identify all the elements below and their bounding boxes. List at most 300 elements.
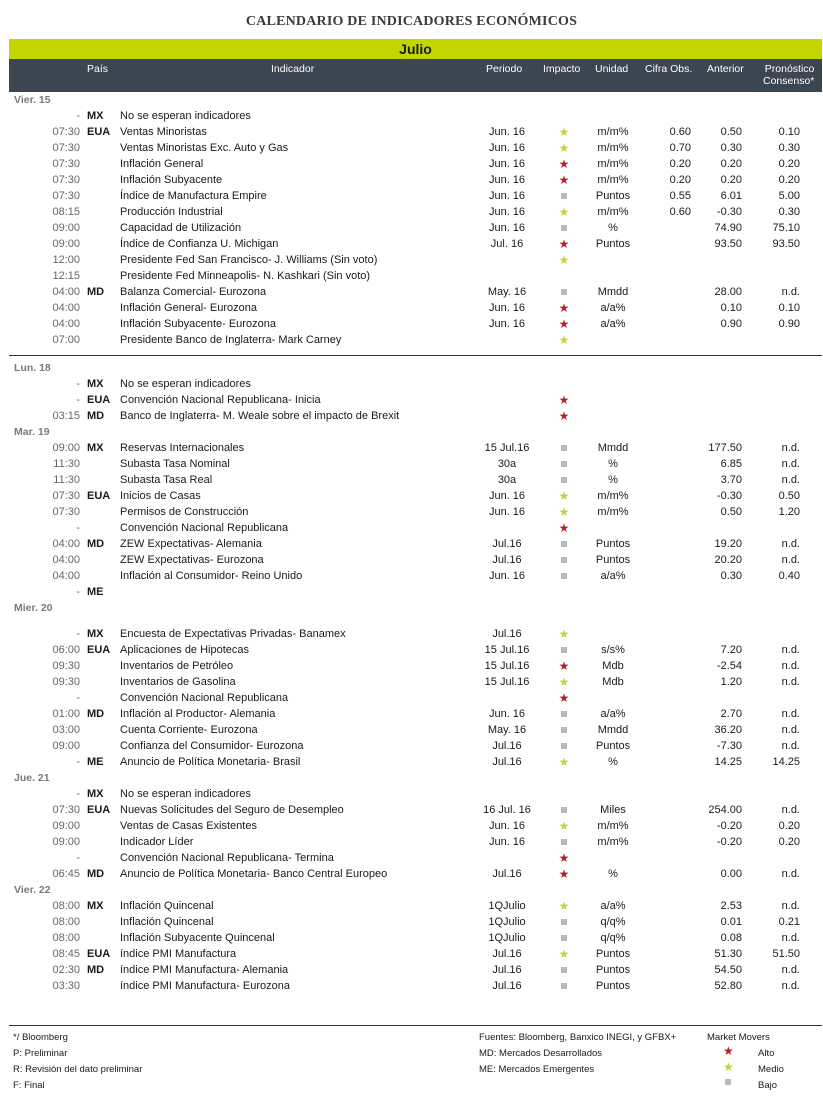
footer-md: MD: Mercados Desarrollados: [479, 1048, 603, 1059]
forecast-cell: 0.20: [778, 158, 800, 170]
unit-cell: Mmdd: [597, 442, 629, 454]
star-icon-alto: ★: [558, 301, 570, 315]
indicator-cell: Presidente Fed Minneapolis- N. Kashkari (Sin voto): [120, 270, 371, 282]
square-icon-bajo: [725, 1079, 731, 1085]
forecast-cell: 0.20: [778, 174, 800, 186]
table-row: [9, 626, 822, 642]
time-cell: 07:30: [52, 174, 80, 186]
period-cell: 15 Jul.16: [484, 676, 530, 688]
month-banner: Julio: [9, 39, 822, 59]
table-row: [9, 472, 822, 488]
unit-cell: Mmdd: [597, 724, 629, 736]
square-icon-bajo: [549, 707, 579, 721]
table-row: [9, 946, 822, 962]
previous-cell: 28.00: [714, 286, 742, 298]
time-cell: 12:00: [52, 254, 80, 266]
unit-cell: s/s%: [601, 644, 625, 656]
forecast-cell: 0.50: [778, 490, 800, 502]
previous-cell: 0.00: [720, 868, 742, 880]
header-pronostico: [763, 63, 814, 87]
indicator-cell: Inventarios de Petróleo: [120, 660, 234, 672]
footer-me: ME: Mercados Emergentes: [479, 1064, 595, 1075]
footer-sources: Fuentes: Bloomberg, Banxico INEGI, y GFBX+: [479, 1032, 677, 1043]
square-icon-bajo: [549, 221, 579, 235]
indicator-cell: Aplicaciones de Hipotecas: [120, 644, 250, 656]
star-icon-alto: ★: [558, 851, 570, 865]
time-cell: 04:00: [52, 570, 80, 582]
indicator-cell: Encuesta de Expectativas Privadas- Banamex: [120, 628, 346, 640]
time-cell: 07:30: [52, 158, 80, 170]
period-cell: Jun. 16: [488, 222, 526, 234]
table-row: [9, 642, 822, 658]
indicator-cell: Anuncio de Política Monetaria- Banco Central Europeo: [120, 868, 388, 880]
period-cell: Jun. 16: [488, 318, 526, 330]
unit-cell: m/m%: [597, 126, 629, 138]
previous-cell: 54.50: [714, 964, 742, 976]
header-pronostico-line2: Consenso*: [763, 75, 815, 87]
star-icon-medio: ★: [558, 333, 570, 347]
star-icon-medio: ★: [558, 627, 570, 641]
unit-cell: m/m%: [597, 142, 629, 154]
forecast-cell: 14.25: [772, 756, 800, 768]
period-cell: Jul.16: [492, 868, 522, 880]
time-cell: -: [76, 586, 80, 598]
country-cell: MD: [87, 964, 105, 976]
indicator-cell: Índice de Manufactura Empire: [120, 190, 267, 202]
unit-cell: m/m%: [597, 836, 629, 848]
time-cell: -: [76, 394, 80, 406]
star-icon-alto: ★: [558, 521, 570, 535]
country-cell: MX: [87, 788, 104, 800]
square-icon-bajo: [549, 285, 579, 299]
indicator-cell: No se esperan indicadores: [120, 110, 251, 122]
forecast-cell: 0.21: [778, 916, 800, 928]
time-cell: 04:00: [52, 318, 80, 330]
previous-cell: 36.20: [714, 724, 742, 736]
table-row: [9, 568, 822, 584]
time-cell: -: [76, 628, 80, 640]
unit-cell: a/a%: [600, 708, 626, 720]
unit-cell: a/a%: [600, 570, 626, 582]
indicator-cell: Convención Nacional Republicana- Termina: [120, 852, 334, 864]
unit-cell: %: [608, 222, 618, 234]
forecast-cell: 0.10: [778, 302, 800, 314]
indicator-cell: Subasta Tasa Nominal: [120, 458, 230, 470]
time-cell: 07:00: [52, 334, 80, 346]
table-row: [9, 866, 822, 882]
forecast-cell: 1.20: [778, 506, 800, 518]
table-row: [9, 392, 822, 408]
day-label: Lun. 18: [14, 362, 51, 374]
table-row: [9, 834, 822, 850]
day-header: [9, 360, 822, 376]
indicator-cell: Inflación Subyacente- Eurozona: [120, 318, 276, 330]
indicator-cell: Indicador Líder: [120, 836, 194, 848]
forecast-cell: n.d.: [781, 932, 800, 944]
period-cell: Jul.16: [492, 964, 522, 976]
previous-cell: 93.50: [714, 238, 742, 250]
indicator-cell: Anuncio de Política Monetaria- Brasil: [120, 756, 301, 768]
period-cell: 16 Jul. 16: [483, 804, 531, 816]
legend-title: Market Movers: [707, 1032, 770, 1043]
square-icon-bajo: [549, 915, 579, 929]
previous-cell: -0.30: [716, 206, 742, 218]
table-row: [9, 738, 822, 754]
table-row: [9, 818, 822, 834]
period-cell: 30a: [497, 458, 517, 470]
time-cell: 07:30: [52, 506, 80, 518]
period-cell: Jun. 16: [488, 158, 526, 170]
indicator-cell: índice PMI Manufactura- Eurozona: [120, 980, 290, 992]
time-cell: 03:15: [52, 410, 80, 422]
period-cell: Jun. 16: [488, 570, 526, 582]
table-row: [9, 332, 822, 348]
star-icon-medio: ★: [558, 675, 570, 689]
time-cell: 09:00: [52, 740, 80, 752]
indicator-cell: Producción Industrial: [120, 206, 223, 218]
time-cell: 11:30: [53, 474, 80, 486]
indicator-cell: Ventas de Casas Existentes: [120, 820, 257, 832]
unit-cell: Miles: [600, 804, 626, 816]
unit-cell: a/a%: [600, 318, 626, 330]
indicator-cell: índice PMI Manufactura- Alemania: [120, 964, 289, 976]
country-cell: EUA: [87, 394, 111, 406]
forecast-cell: 0.20: [778, 836, 800, 848]
forecast-cell: n.d.: [781, 980, 800, 992]
footer-note: */ Bloomberg: [13, 1032, 68, 1043]
forecast-cell: n.d.: [781, 900, 800, 912]
forecast-cell: 5.00: [778, 190, 800, 202]
country-cell: EUA: [87, 644, 111, 656]
previous-cell: 0.01: [720, 916, 742, 928]
legend-alto: Alto: [758, 1048, 775, 1059]
star-icon-medio: ★: [558, 205, 570, 219]
observed-cell: 0.60: [669, 206, 691, 218]
period-cell: 1QJulio: [488, 916, 526, 928]
table-row: [9, 754, 822, 770]
square-icon-bajo: [549, 739, 579, 753]
forecast-cell: n.d.: [781, 286, 800, 298]
indicator-cell: índice PMI Manufactura: [120, 948, 237, 960]
time-cell: 09:30: [52, 676, 80, 688]
table-row: [9, 962, 822, 978]
table-row: [9, 268, 822, 284]
star-icon-medio: ★: [558, 505, 570, 519]
indicator-cell: Convención Nacional Republicana: [120, 522, 289, 534]
indicator-cell: Cuenta Corriente- Eurozona: [120, 724, 258, 736]
time-cell: 09:00: [52, 222, 80, 234]
time-cell: 09:30: [52, 660, 80, 672]
unit-cell: Puntos: [595, 238, 631, 250]
forecast-cell: n.d.: [781, 554, 800, 566]
day-header: [9, 424, 822, 440]
indicator-cell: Permisos de Construcción: [120, 506, 249, 518]
square-icon-bajo: [549, 803, 579, 817]
previous-cell: 0.08: [720, 932, 742, 944]
table-row: [9, 802, 822, 818]
indicator-cell: Capacidad de Utilización: [120, 222, 242, 234]
previous-cell: 74.90: [714, 222, 742, 234]
unit-cell: m/m%: [597, 174, 629, 186]
period-cell: May. 16: [487, 286, 527, 298]
previous-cell: 2.53: [720, 900, 742, 912]
period-cell: Jul. 16: [490, 238, 524, 250]
country-cell: ME: [87, 756, 104, 768]
star-icon-medio: ★: [723, 1060, 734, 1074]
table-row: [9, 140, 822, 156]
forecast-cell: n.d.: [781, 964, 800, 976]
time-cell: -: [76, 756, 80, 768]
table-row: [9, 552, 822, 568]
previous-cell: 177.50: [708, 442, 742, 454]
period-cell: Jun. 16: [488, 506, 526, 518]
indicator-cell: Convención Nacional Republicana- Inicia: [120, 394, 321, 406]
previous-cell: 14.25: [714, 756, 742, 768]
day-label: Jue. 21: [14, 772, 50, 784]
country-cell: MD: [87, 708, 105, 720]
square-icon-bajo: [549, 457, 579, 471]
indicator-cell: No se esperan indicadores: [120, 788, 251, 800]
unit-cell: a/a%: [600, 900, 626, 912]
star-icon-medio: ★: [558, 253, 570, 267]
period-cell: Jun. 16: [488, 302, 526, 314]
time-cell: 07:30: [52, 190, 80, 202]
unit-cell: m/m%: [597, 206, 629, 218]
time-cell: -: [76, 788, 80, 800]
table-row: [9, 504, 822, 520]
header-pronostico-line1: Pronóstico: [764, 63, 815, 75]
table-row: [9, 172, 822, 188]
table-row: [9, 220, 822, 236]
table-row: [9, 408, 822, 424]
header-cifra-obs: Cifra Obs.: [645, 63, 693, 75]
indicator-cell: ZEW Expectativas- Eurozona: [120, 554, 264, 566]
table-row: [9, 300, 822, 316]
period-cell: Jul.16: [492, 538, 522, 550]
unit-cell: Puntos: [595, 980, 631, 992]
star-icon-alto: ★: [558, 691, 570, 705]
square-icon-bajo: [549, 835, 579, 849]
period-cell: 1QJulio: [488, 900, 526, 912]
table-row: [9, 930, 822, 946]
day-label: Vier. 22: [14, 884, 51, 896]
time-cell: 09:00: [52, 442, 80, 454]
table-row: [9, 584, 822, 600]
previous-cell: 0.50: [720, 506, 742, 518]
indicator-cell: Inicios de Casas: [120, 490, 201, 502]
time-cell: 04:00: [52, 286, 80, 298]
previous-cell: -7.30: [716, 740, 742, 752]
country-cell: EUA: [87, 948, 111, 960]
unit-cell: Mmdd: [597, 286, 629, 298]
footer: [9, 1025, 822, 1091]
star-icon-medio: ★: [558, 899, 570, 913]
unit-cell: m/m%: [597, 820, 629, 832]
previous-cell: 52.80: [714, 980, 742, 992]
time-cell: -: [76, 378, 80, 390]
unit-cell: %: [608, 474, 618, 486]
unit-cell: %: [608, 756, 618, 768]
time-cell: 07:30: [52, 142, 80, 154]
footer-note: R: Revisión del dato preliminar: [13, 1064, 143, 1075]
time-cell: 04:00: [52, 302, 80, 314]
observed-cell: 0.55: [669, 190, 691, 202]
forecast-cell: n.d.: [781, 442, 800, 454]
forecast-cell: 0.10: [778, 126, 800, 138]
header-impacto: Impacto: [543, 63, 581, 75]
forecast-cell: 0.90: [778, 318, 800, 330]
country-cell: EUA: [87, 804, 111, 816]
indicator-cell: Inventarios de Gasolina: [120, 676, 236, 688]
square-icon-bajo: [549, 441, 579, 455]
indicator-cell: Inflación Subyacente Quincenal: [120, 932, 275, 944]
legend-medio: Medio: [758, 1064, 784, 1075]
forecast-cell: 75.10: [772, 222, 800, 234]
previous-cell: -0.20: [716, 820, 742, 832]
forecast-cell: n.d.: [781, 740, 800, 752]
indicator-cell: Convención Nacional Republicana: [120, 692, 289, 704]
unit-cell: Puntos: [595, 740, 631, 752]
table-row: [9, 108, 822, 124]
time-cell: 08:45: [52, 948, 80, 960]
unit-cell: m/m%: [597, 158, 629, 170]
table-row: [9, 204, 822, 220]
time-cell: -: [76, 110, 80, 122]
indicator-cell: Subasta Tasa Real: [120, 474, 213, 486]
unit-cell: Puntos: [595, 190, 631, 202]
indicator-cell: Ventas Minoristas Exc. Auto y Gas: [120, 142, 289, 154]
square-icon-bajo: [549, 931, 579, 945]
observed-cell: 0.20: [669, 158, 691, 170]
time-cell: 06:00: [52, 644, 80, 656]
square-icon-bajo: [549, 537, 579, 551]
footer-note: P: Preliminar: [13, 1048, 68, 1059]
star-icon-alto: ★: [558, 409, 570, 423]
table-row: [9, 706, 822, 722]
legend-bajo: Bajo: [758, 1080, 778, 1091]
time-cell: 03:00: [52, 724, 80, 736]
section-divider: [9, 348, 822, 360]
previous-cell: 0.20: [720, 158, 742, 170]
table-row: [9, 376, 822, 392]
period-cell: Jul.16: [492, 980, 522, 992]
unit-cell: %: [608, 868, 618, 880]
previous-cell: 6.01: [720, 190, 742, 202]
indicator-cell: No se esperan indicadores: [120, 378, 251, 390]
table-row: [9, 316, 822, 332]
previous-cell: 254.00: [708, 804, 742, 816]
previous-cell: -0.20: [716, 836, 742, 848]
previous-cell: 3.70: [720, 474, 742, 486]
table-row: [9, 850, 822, 866]
period-cell: Jul.16: [492, 756, 522, 768]
star-icon-alto: ★: [558, 237, 570, 251]
star-icon-medio: ★: [558, 947, 570, 961]
forecast-cell: n.d.: [781, 538, 800, 550]
country-cell: EUA: [87, 126, 111, 138]
time-cell: 07:30: [52, 490, 80, 502]
country-cell: MD: [87, 538, 105, 550]
table-row: [9, 124, 822, 140]
previous-cell: -0.30: [716, 490, 742, 502]
calendar-table: [9, 92, 822, 994]
indicator-cell: Ventas Minoristas: [120, 126, 207, 138]
indicator-cell: Inflación al Consumidor- Reino Unido: [120, 570, 303, 582]
previous-cell: 0.10: [720, 302, 742, 314]
forecast-cell: n.d.: [781, 724, 800, 736]
time-cell: 09:00: [52, 238, 80, 250]
unit-cell: q/q%: [600, 916, 626, 928]
table-row: [9, 674, 822, 690]
header-pais: País: [87, 63, 109, 75]
time-cell: 04:00: [52, 538, 80, 550]
header-periodo: Periodo: [486, 63, 523, 75]
previous-cell: -2.54: [716, 660, 742, 672]
star-icon-medio: ★: [558, 489, 570, 503]
time-cell: 08:00: [52, 932, 80, 944]
table-row: [9, 658, 822, 674]
day-label: Mier. 20: [14, 602, 53, 614]
table-row: [9, 786, 822, 802]
forecast-cell: n.d.: [781, 868, 800, 880]
observed-cell: 0.60: [669, 126, 691, 138]
star-icon-alto: ★: [558, 659, 570, 673]
star-icon-medio: ★: [558, 141, 570, 155]
square-icon-bajo: [549, 723, 579, 737]
star-icon-alto: ★: [558, 317, 570, 331]
star-icon-alto: ★: [558, 867, 570, 881]
star-icon-medio: ★: [558, 819, 570, 833]
table-row: [9, 978, 822, 994]
period-cell: Jun. 16: [488, 190, 526, 202]
time-cell: 03:30: [52, 980, 80, 992]
period-cell: Jun. 16: [488, 708, 526, 720]
star-icon-alto: ★: [558, 157, 570, 171]
table-row: [9, 236, 822, 252]
period-cell: Jul.16: [492, 628, 522, 640]
country-cell: MX: [87, 110, 104, 122]
forecast-cell: n.d.: [781, 660, 800, 672]
indicator-cell: Presidente Fed San Francisco- J. Williams (Sin voto): [120, 254, 378, 266]
square-icon-bajo: [549, 473, 579, 487]
time-cell: 04:00: [52, 554, 80, 566]
unit-cell: Mdb: [602, 660, 624, 672]
previous-cell: 6.85: [720, 458, 742, 470]
star-icon-alto: ★: [558, 173, 570, 187]
footer-note: F: Final: [13, 1080, 45, 1091]
square-icon-bajo: [549, 189, 579, 203]
period-cell: 15 Jul.16: [484, 660, 530, 672]
period-cell: Jul.16: [492, 554, 522, 566]
time-cell: 08:00: [52, 900, 80, 912]
day-header: [9, 770, 822, 786]
table-row: [9, 156, 822, 172]
period-cell: 15 Jul.16: [484, 442, 530, 454]
observed-cell: 0.20: [669, 174, 691, 186]
indicator-cell: Inflación Quincenal: [120, 916, 214, 928]
table-row: [9, 284, 822, 300]
table-header: [9, 59, 822, 92]
previous-cell: 0.30: [720, 142, 742, 154]
indicator-cell: Reservas Internacionales: [120, 442, 245, 454]
indicator-cell: Banco de Inglaterra- M. Weale sobre el impacto de Brexit: [120, 410, 400, 422]
time-cell: -: [76, 522, 80, 534]
spacer: [9, 616, 822, 626]
country-cell: MD: [87, 286, 105, 298]
forecast-cell: 93.50: [772, 238, 800, 250]
indicator-cell: Balanza Comercial- Eurozona: [120, 286, 267, 298]
period-cell: 30a: [497, 474, 517, 486]
